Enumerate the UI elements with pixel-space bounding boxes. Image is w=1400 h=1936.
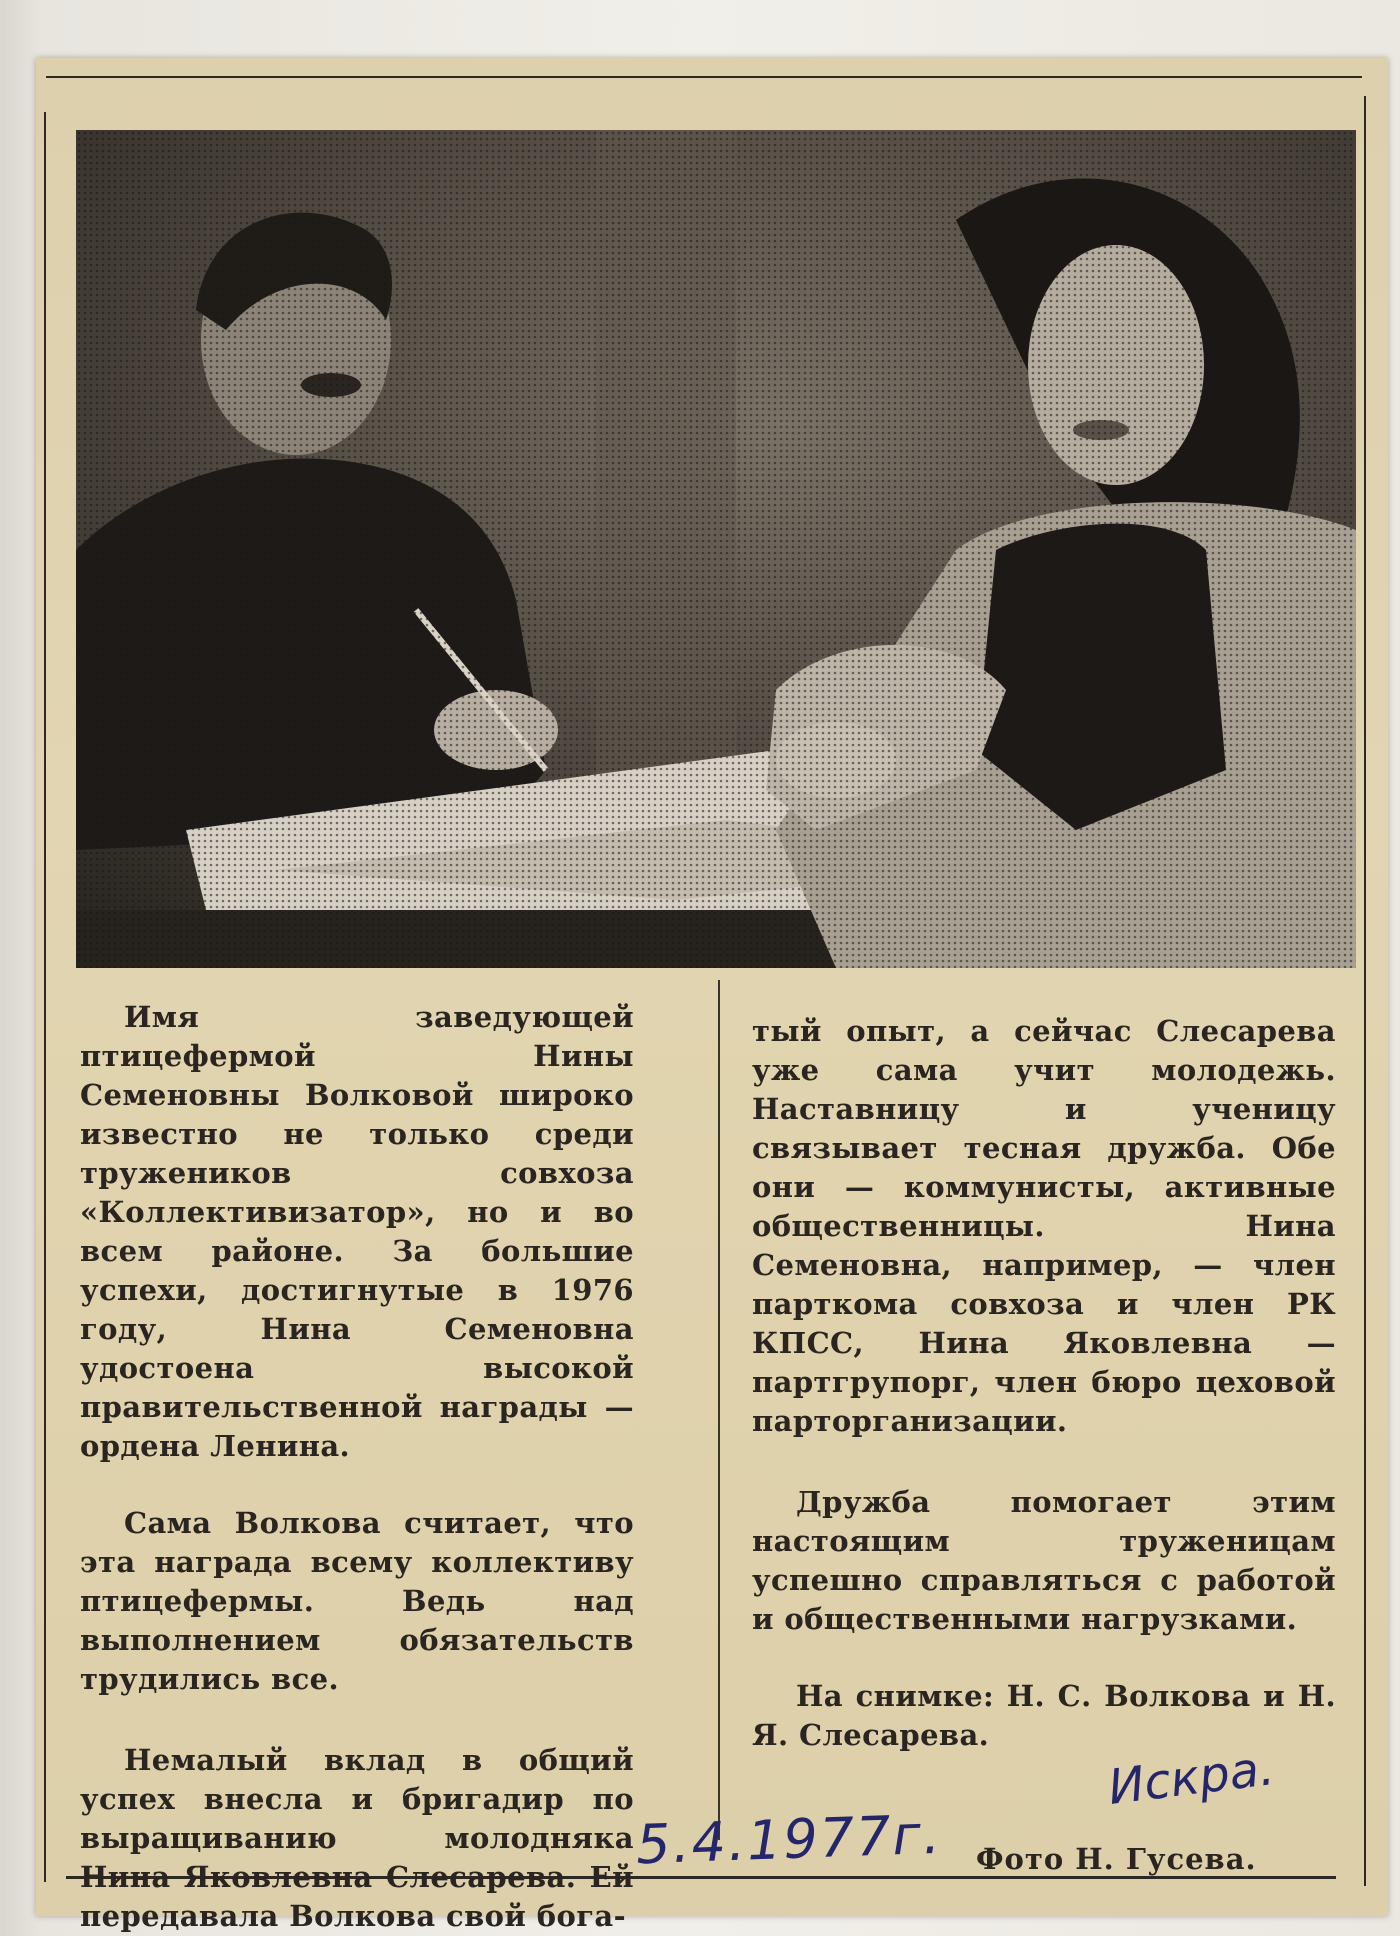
article-right-column [752, 1012, 1336, 1755]
paragraph: Немалый вклад в общий успех внесла и бригадир по выращиванию молодняка Нина Яковлевна Слесарева. Ей передавала Волкова свой бога- [80, 1743, 634, 1933]
handwritten-date: 5.4.1977г. [634, 1802, 944, 1877]
paragraph: тый опыт, а сейчас Слесарева уже сама учит молодежь. Наставницу и ученицу связывает тесная дружба. Обе они — коммунисты, активные общественницы. Нина Семеновна, например, — член парткома совхоза и член РК КПСС, Нина Яковлевна — партгрупорг, член бюро цеховой парторганизации. [752, 1014, 1336, 1438]
paragraph: Имя заведующей птицефермой Нины Семеновны Волковой широко известно не только среди тружеников совхоза «Коллективизатор», но и во всем районе. За большие успехи, достигнутые в 1976 году, Нина Семеновна удостоена высокой правительственной награды — ордена Ленина. [80, 1000, 634, 1463]
photo-caption: На снимке: Н. С. Волкова и Н. Я. Слесарева. [752, 1679, 1336, 1752]
halftone-photo-icon [76, 130, 1356, 968]
paragraph: Дружба помогает этим настоящим труженицам успешно справляться с работой и общественными нагрузками. [752, 1485, 1336, 1636]
top-border-rule [46, 76, 1362, 78]
handwritten-source: Искра. [1105, 1740, 1278, 1816]
paragraph: Сама Волкова считает, что эта награда всему коллективу птицефермы. Ведь над выполнением обязательств трудились все. [80, 1506, 634, 1696]
left-border-rule [44, 112, 46, 1882]
article-left-column [80, 998, 634, 1936]
article-photo [76, 130, 1356, 968]
right-border-rule [1364, 96, 1366, 1886]
column-divider [718, 980, 720, 1840]
photo-credit: Фото Н. Гусева. [976, 1842, 1257, 1876]
